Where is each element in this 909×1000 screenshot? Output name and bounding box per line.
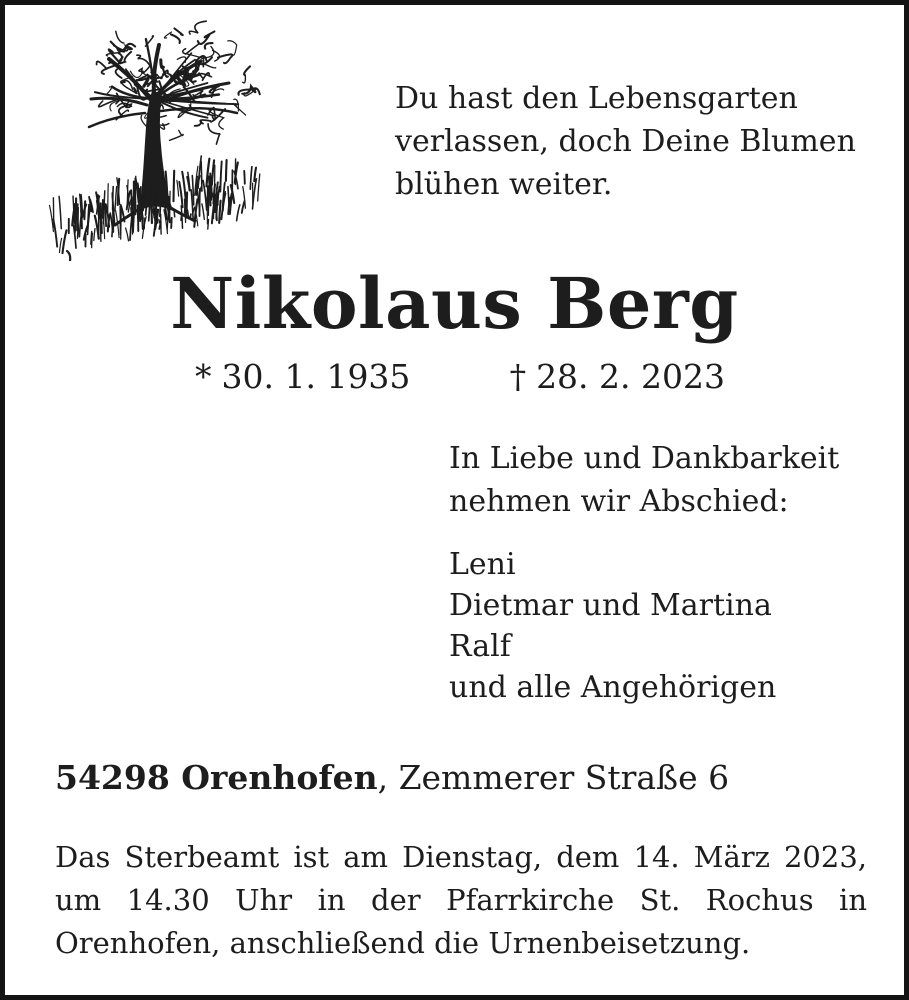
life-dates: [195, 357, 725, 397]
text-line: Orenhofen, anschließend die Urnenbeisetzung.: [55, 926, 751, 960]
tree-illustration: [43, 15, 275, 261]
text-line: blühen weiter.: [395, 167, 613, 202]
birth-date-value: 30. 1. 1935: [221, 357, 411, 396]
address-line: [55, 758, 729, 798]
bare-tree-icon: [43, 15, 275, 261]
address-locality: 54298 Orenhofen: [55, 758, 378, 797]
text-line: nehmen wir Abschied:: [449, 484, 789, 519]
text-line: Dietmar und Martina: [449, 588, 772, 623]
text-line: verlassen, doch Deine Blumen: [395, 124, 856, 159]
farewell-text: [449, 437, 839, 523]
service-announcement: [55, 836, 867, 965]
text-line: und alle Angehörigen: [449, 670, 777, 705]
text-line: um 14.30 Uhr in der Pfarrkirche St. Rochus in: [55, 883, 867, 917]
tree-crown-scribbles: [95, 21, 260, 144]
birth-star-symbol: *: [195, 357, 212, 396]
address-street: , Zemmerer Straße 6: [377, 758, 730, 797]
text-line: Du hast den Lebensgarten: [395, 81, 798, 116]
text-line: Leni: [449, 547, 516, 582]
memorial-verse: [395, 77, 856, 206]
artist-mark: [67, 251, 70, 261]
mourners-list: [449, 544, 776, 708]
deceased-name: Nikolaus Berg: [170, 262, 739, 345]
death-date: [510, 357, 725, 397]
text-line: In Liebe und Dankbarkeit: [449, 441, 840, 476]
text-line: Ralf: [449, 629, 511, 664]
death-date-value: 28. 2. 2023: [536, 357, 725, 396]
death-cross-symbol: †: [509, 357, 527, 396]
text-line: Das Sterbeamt ist am Dienstag, dem 14. März 2023,: [55, 840, 867, 874]
birth-date: [195, 357, 410, 397]
